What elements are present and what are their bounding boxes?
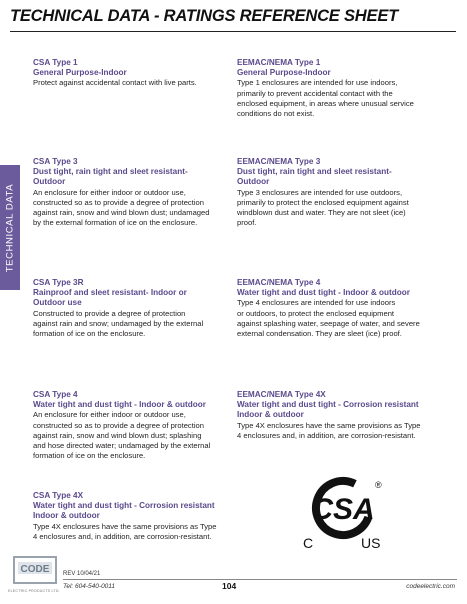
page-number: 104 <box>222 581 237 591</box>
side-tab <box>0 165 20 290</box>
section-body-line: conditions do not exist. <box>237 108 315 118</box>
section-body-line: formation of ice on the enclosure. <box>33 328 146 338</box>
page-title: TECHNICAL DATA - RATINGS REFERENCE SHEET <box>10 7 399 25</box>
section-csa-type-3 <box>33 157 233 228</box>
section-csa-type-1 <box>33 58 233 89</box>
section-subtitle-line: Water tight and dust tight - Corrosion resistant <box>33 501 215 511</box>
section-body-line: constructed so as to provide a degree of protection <box>33 420 204 430</box>
section-body-line: An enclosure for either indoor or outdoor use, <box>33 187 186 197</box>
section-nema-type-3 <box>237 157 447 228</box>
section-nema-type-1 <box>237 58 447 119</box>
section-subtitle-line: Dust tight, rain tight and sleet resistant- <box>33 167 188 177</box>
phone-number: Tel: 604-540-0011 <box>63 583 116 590</box>
side-tab-label: TECHNICAL DATA <box>4 183 16 272</box>
footer-rule <box>63 579 457 580</box>
section-subtitle-line: Water tight and dust tight - Indoor & outdoor <box>33 400 206 410</box>
section-title: CSA Type 4X <box>33 491 84 500</box>
csa-certification-logo <box>297 472 389 552</box>
section-csa-type-4 <box>33 390 233 461</box>
section-body-line: Type 1 enclosures are intended for use indoors, <box>237 78 398 88</box>
section-subtitle-line: Water tight and dust tight - Corrosion resistant <box>237 400 419 410</box>
section-body-line: formation of ice on the enclosure. <box>33 450 146 460</box>
section-body-line: against rain, snow and wind blown dust; splashing <box>33 430 202 440</box>
title-underline <box>10 31 456 32</box>
section-title: EEMAC/NEMA Type 4X <box>237 390 326 399</box>
section-body-line: proof. <box>237 217 257 227</box>
section-nema-type-4x <box>237 390 447 441</box>
section-subtitle-line: Outdoor <box>33 177 66 187</box>
registered-mark: ® <box>375 480 382 490</box>
logo-text: CODE <box>20 564 50 575</box>
section-body-line: Protect against accidental contact with live parts. <box>33 78 197 88</box>
section-subtitle-line: Dust tight, rain tight and sleet resistant- <box>237 167 392 177</box>
revision-date: REV 10/04/21 <box>63 571 101 577</box>
code-company-logo <box>12 555 58 585</box>
section-body-line: against rain and snow; undamaged by the external <box>33 318 204 328</box>
section-title: CSA Type 4 <box>33 390 78 399</box>
section-subtitle-line: Outdoor <box>237 177 270 187</box>
section-body-line: An enclosure for either indoor or outdoor use, <box>33 410 186 420</box>
section-body-line: and hose directed water; undamaged by the external <box>33 440 211 450</box>
section-body-line: against splashing water, seepage of water, and severe <box>237 318 420 328</box>
section-subtitle-line: Indoor & outdoor <box>33 511 100 521</box>
section-title: CSA Type 1 <box>33 58 78 67</box>
section-body-line: or outdoors, to protect the enclosed equipment <box>237 308 395 318</box>
section-subtitle-line: Water tight and dust tight - Indoor & outdoor <box>237 288 410 298</box>
section-body-line: 4 enclosures and, in addition, are corrosion-resistant. <box>237 430 416 440</box>
section-csa-type-3r <box>33 278 233 339</box>
section-title: EEMAC/NEMA Type 3 <box>237 157 321 166</box>
section-body-line: Type 4X enclosures have the same provisions as Type <box>237 420 421 430</box>
section-body-line: 4 enclosures and, in addition, are corrosion-resistant. <box>33 531 212 541</box>
section-body-line: Type 4 enclosures are intended for use indoors <box>237 298 396 308</box>
section-body-line: primarily to prevent accidental contact with the <box>237 88 393 98</box>
section-body-line: by the external formation of ice on the enclosure. <box>33 217 198 227</box>
csa-logo-letters: CSA <box>311 493 375 526</box>
logo-subtext: ELECTRIC PRODUCTS LTD. <box>8 589 60 593</box>
csa-logo-us-mark: US <box>361 535 381 551</box>
section-subtitle-line: General Purpose-Indoor <box>33 68 127 78</box>
section-body-line: against rain, snow and wind blown dust; undamaged <box>33 207 210 217</box>
section-subtitle-line: Rainproof and sleet resistant- Indoor or <box>33 288 187 298</box>
section-title: CSA Type 3R <box>33 278 84 287</box>
section-body-line: Type 3 enclosures are intended for use outdoors, <box>237 187 403 197</box>
section-csa-type-4x <box>33 491 233 542</box>
section-body-line: enclosed equipment, in areas where unusual service <box>237 98 414 108</box>
section-subtitle-line: General Purpose-Indoor <box>237 68 331 78</box>
section-nema-type-4 <box>237 278 447 339</box>
section-body-line: constructed so as to provide a degree of protection <box>33 197 204 207</box>
section-title: EEMAC/NEMA Type 4 <box>237 278 321 287</box>
section-subtitle-line: Indoor & outdoor <box>237 410 304 420</box>
section-body-line: primarily to protect the enclosed equipment against <box>237 197 409 207</box>
section-body-line: Type 4X enclosures have the same provisions as Type <box>33 521 217 531</box>
section-title: CSA Type 3 <box>33 157 78 166</box>
website-link[interactable]: codeelectric.com <box>406 583 455 590</box>
csa-logo-c-mark: C <box>303 535 314 551</box>
section-body-line: external condensation. They are sleet (ice) proof. <box>237 328 402 338</box>
section-title: EEMAC/NEMA Type 1 <box>237 58 321 67</box>
section-body-line: Constructed to provide a degree of protection <box>33 308 186 318</box>
section-subtitle-line: Outdoor use <box>33 298 82 308</box>
section-body-line: windblown dust and water. They are not sleet (ice) <box>237 207 406 217</box>
